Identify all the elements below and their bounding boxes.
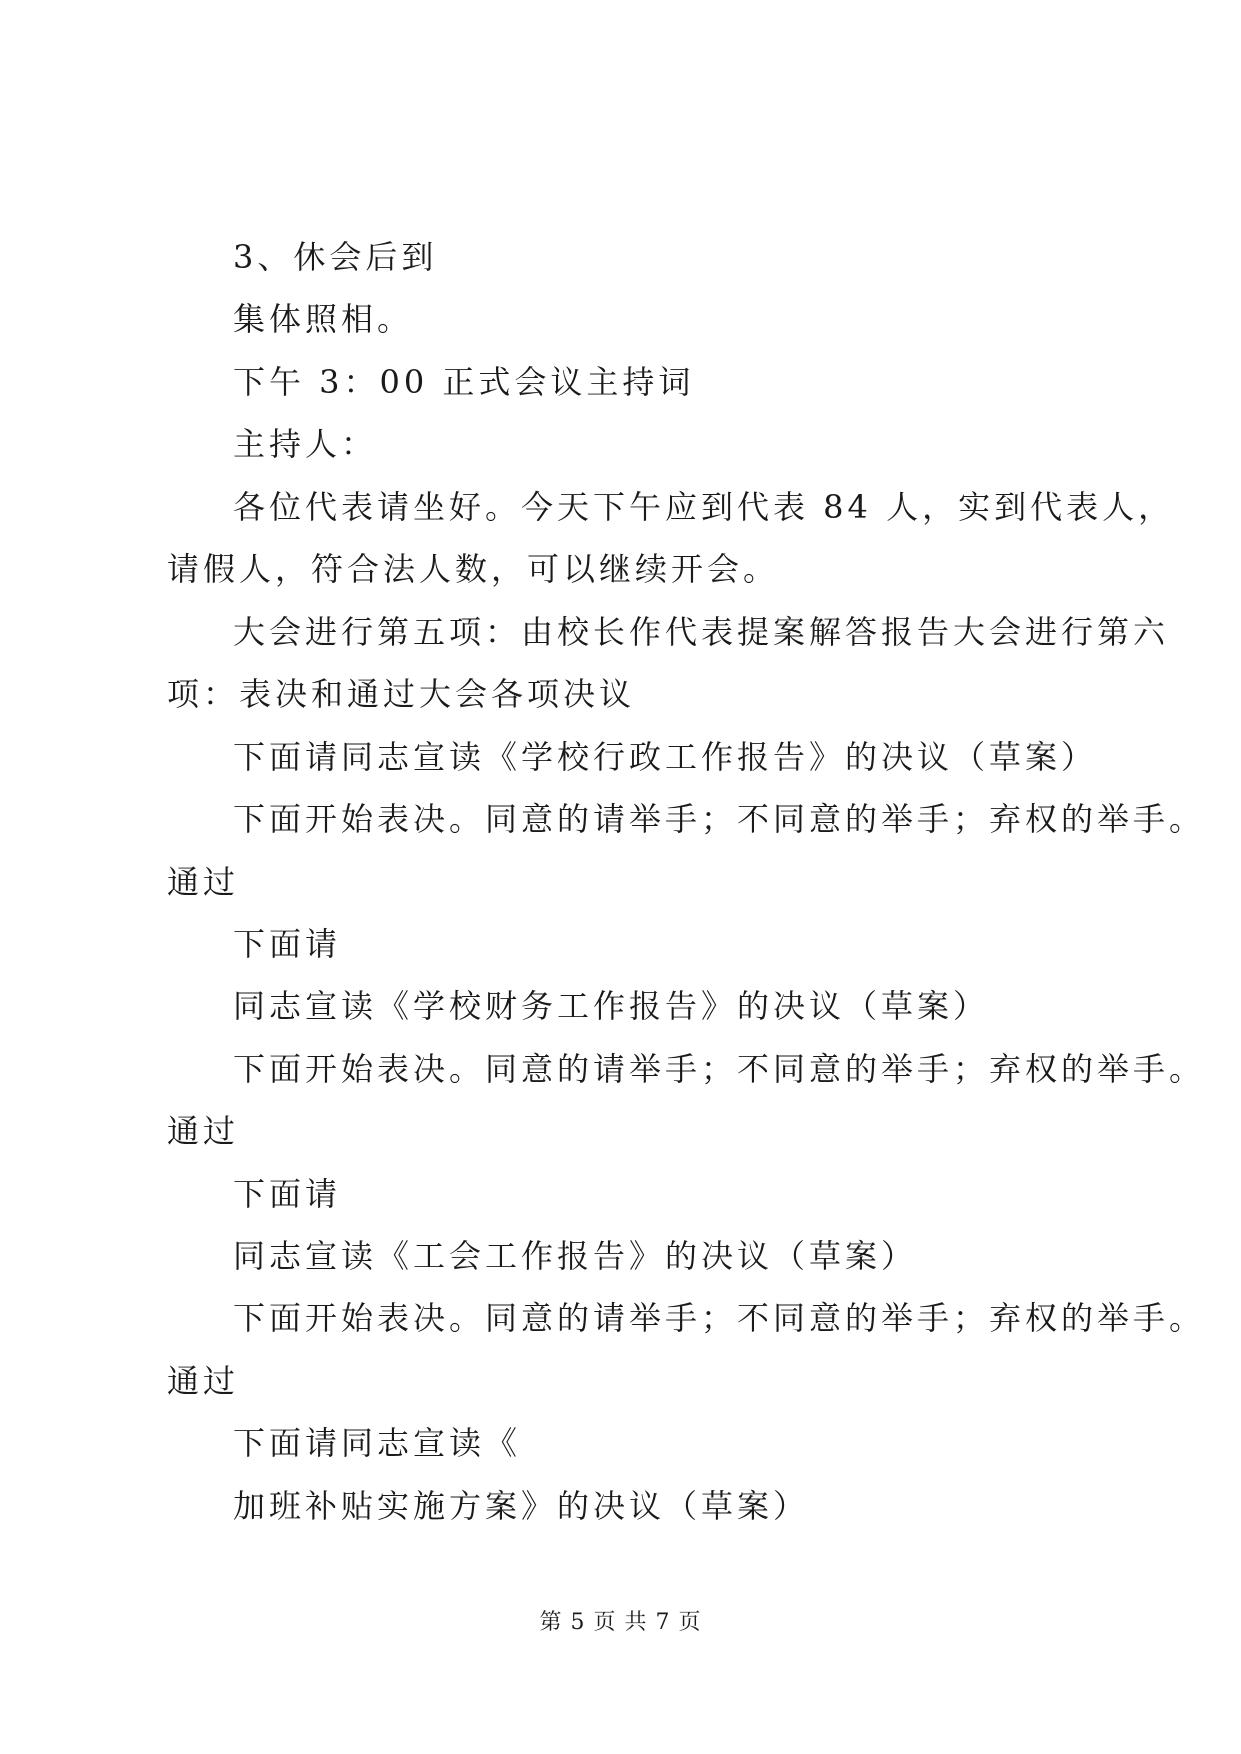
paragraph-line: 项：表决和通过大会各项决议 [167, 675, 636, 713]
paragraph-line: 下面请同志宣读《学校行政工作报告》的决议（草案） [233, 738, 1098, 776]
paragraph-line: 下面请同志宣读《 [233, 1424, 522, 1462]
paragraph-line: 主持人： [233, 425, 378, 463]
paragraph-line: 下面开始表决。同意的请举手；不同意的举手；弃权的举手。 [233, 800, 1206, 838]
paragraph-line: 通过 [167, 1112, 240, 1150]
paragraph-line: 通过 [167, 863, 240, 901]
paragraph-line: 各位代表请坐好。今天下午应到代表 84 人，实到代表人， [233, 488, 1175, 526]
paragraph-line: 同志宣读《学校财务工作报告》的决议（草案） [233, 987, 990, 1025]
page-number-footer: 第 5 页 共 7 页 [539, 1610, 702, 1635]
paragraph-line: 通过 [167, 1362, 240, 1400]
paragraph-line: 3、休会后到 [233, 238, 438, 276]
paragraph-line: 下面请 [233, 1175, 342, 1213]
paragraph-line: 大会进行第五项：由校长作代表提案解答报告大会进行第六 [233, 613, 1170, 651]
paragraph-line: 下面请 [233, 925, 342, 963]
paragraph-line: 集体照相。 [233, 300, 414, 338]
paragraph-line: 下面开始表决。同意的请举手；不同意的举手；弃权的举手。 [233, 1299, 1206, 1337]
paragraph-line: 下午 3：00 正式会议主持词 [233, 363, 695, 401]
paragraph-line: 加班补贴实施方案》的决议（草案） [233, 1487, 810, 1525]
paragraph-line: 下面开始表决。同意的请举手；不同意的举手；弃权的举手。 [233, 1050, 1206, 1088]
paragraph-line: 同志宣读《工会工作报告》的决议（草案） [233, 1237, 918, 1275]
paragraph-line: 请假人，符合法人数，可以继续开会。 [167, 550, 780, 588]
